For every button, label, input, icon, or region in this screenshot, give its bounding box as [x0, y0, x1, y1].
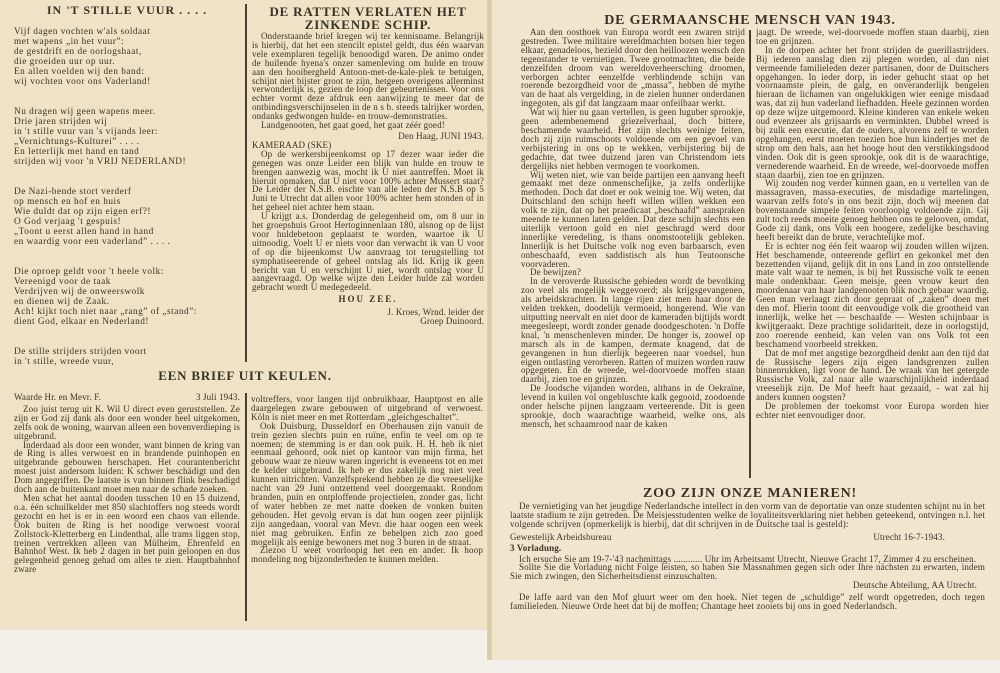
germaansche-paragraph: In de veroverde Russische gebieden wordt de bevolking zoo veel als mogelijk weggevoerd; als krijgsgevangenen, als arbeidskrachten. In lange rijen ziet men haar door de velden trekken, doodelijk vermoeid, hongerend. Wie van uitputting neervalt en niet door de kameraden bijtijds wordt meegesleept, wordt zonder genade doodgeschoten. 'n Doffe knal, 'n menschenleven minder. De honger is, zoowel op marsch als in de kampen, dermate knagend, dat de gevangenen in hun dierlijk begeeren naar voedsel, hun eigen ontlasting verorberen. Ratten of muizen worden rauw opgegeten. En de wreede, wel-doorvoede moffen staan daarbij, zien toe en grijnzen.	[521, 276, 745, 385]
keulen-paragraph: Zoo juist terug uit K. Wil U direct even geruststellen. Ze zijn er God zij dank als door een wonder heel uitgekomen, zelfs ook de woning, waarvan alleen een bovenverdieping is uitgebrand.	[14, 403, 240, 441]
manieren-article	[510, 502, 985, 647]
poem-title: IN 'T STILLE VUUR . . . .	[46, 6, 208, 17]
letter-sender: Gewestelijk Arbeidsbureau	[510, 531, 612, 542]
germaansche-paragraph: De problemen der toekomst voor Europa worden hier echter niet eenvoudiger door.	[756, 401, 989, 420]
germaansche-paragraph: Wij weten niet, wie van beide partijen een aanvang heeft gemaakt met deze onmenschelijke, ja zelfs onderlijke methoden. Doch dat doet er ook weinig toe. Wij weten, dat Duitschland den schijn heeft willen willen wekken een volk te zijn, dat op het praedicaat „beschaafd” aanspraken meende te kunnen laten gelden. Dat deze schijn slechts een uiterlijk vertoon gold en niet geschragd werd door innerlijke veredeling, is thans onomstootelijk gebleken. Innerlijk is het Duitsche volk nog even barbaarsch, even onbeschaafd, even saddistisch als hun Teutoonsche voorvaderen.	[521, 169, 745, 269]
keulen-paragraph: Ziezoo U weet voorloopig het een en ander. Ik hoop mondeling nog bijzonderheden te kunnen melden.	[251, 545, 483, 565]
poem-stanza: De stille strijders strijden voort in 't stille, wreede vuur,	[14, 346, 147, 366]
keulen-title: EEN BRIEF UIT KEULEN.	[158, 368, 332, 383]
letter-closing: HOU ZEE.	[338, 294, 398, 305]
germaansche-paragraph: De bewijzen?	[530, 267, 582, 278]
ratten-title-line2: ZINKENDE SCHIP.	[304, 17, 432, 32]
letter-paragraph: U krijgt a.s. Donderdag de gelegenheid om, om 8 uur in het groepshuis Groot Hertoginnenlaan 180, alsnog op de lijst voor huldebetoon geplaatst te worden, waartoe ik U uitnoodig. Voelt U er niets voor dan verwacht ik van U voor of op die bijeenkomst Uw aanvraag tot terugstelling tot symphatiseerende of geheel ontslag als lid. Krijg ik geen bericht van U en verschijnt U niet, wordt ontslag voor U aangevraagd. Op welke wijze den Leider hulde zal worden gebracht wordt U medegedeeld.	[252, 211, 484, 293]
germaansche-paragraph: Aan den oosthoek van Europa wordt een zwaren strijd gestreden. Twee militaire wereldmachten botsen hier tegen elkaar, genadeloos, bezield door den heilloozen wensch den tegenstander te vernietigen. Twee grootmachten, die beide denzelfden droom van wereldoverheersching droomen, verborgen achter eenzelfde verblindende schijn van roerende bezorgdheid voor de „massa”, hebben de mythe van de haat als vergelding, in de zielen hunner onderdanen ingegoten, als gif dat langzaam maar onfeilbaar werkt.	[521, 28, 745, 109]
keulen-paragraph: Inderdaad als door een wonder, want binnen de kring van de Ring is alles verwoest en in brandende puinhopen en uitgebrande gebouwen herschapen. Het courantenbericht moest juist andersom luiden: K schwer beschädigt und den Dom angegriffen. De laatste is van binnen flink beschadigd doch aan de buitenkant moet men naar de schade zoeken.	[14, 439, 240, 495]
column-rule	[245, 4, 247, 362]
poem-article	[14, 6, 240, 366]
letter-date: 3 Juli 1943.	[195, 393, 240, 402]
germaansche-paragraph: jaagt. De wreede, wel-doorvoede moffen staan daarbij, zien toe en grijnzen.	[756, 28, 989, 46]
poem-stanza: Vijf dagen vochten w'als soldaat met wapens „in het vuur”: de gestdrift en de oorlogshaat, die groeiden uur op uur. En allen voelden wij den band: wij vochten voor ons Vaderland!	[14, 26, 151, 87]
manieren-closing: De laffe aard van den Mof gluurt weer om den hoek. Niet tegen de „schuldige” zelf wordt opgetreden, doch tegen familieleden. Nieuwe Orde heet dat bij de moffen; Chantage heet zooiets bij ons in goed Nederlandsch.	[510, 592, 985, 612]
ratten-dateline: Den Haag, JUNI 1943.	[398, 130, 484, 141]
letter-place-date: Utrecht 16-7-1943.	[873, 531, 945, 542]
keulen-paragraph: voltreffers, voor langen tijd onbruikbaar, Hauptpost en alle daargelegen zware gebouwen of uitgebrand of verwoest. Köln is niet meer en met Rotterdam „gleichgeschaltet”.	[251, 395, 483, 422]
letter-heading: KAMERAAD (SKE)	[252, 139, 332, 150]
page-fold	[487, 0, 493, 660]
germaansche-title: DE GERMAANSCHE MENSCH VAN 1943.	[604, 13, 896, 28]
germaansche-paragraph: Dat de mof met angstige bezorgdheid denkt aan den tijd dat de Russische legers zijn eigen landsgrenzen zullen binnenrukken, ligt voor de hand. De wraak van het getergde Russische Volk, zal naar alle waarschijnlijkheid inderdaad vreeselijk zijn. De Mof heeft haat gezaaid, - wat zal hij anders kunnen oogsten?	[756, 347, 989, 403]
germaansche-column-2	[756, 28, 989, 480]
poem-stanza: Nu dragen wij geen wapens meer. Drie jaren strijden wij in 't stille vuur van 's vijands leer: „Vernichtungs-Kulturei” . . . . En letterlijk met hand en tand strijden wij voor 'n VRIJ NEDERLAND!	[14, 106, 187, 167]
germaansche-paragraph: Wat wij hier nu gaan vertellen, is geen luguber sprookje, geen adembenemend griezelverhaal, doch bittere, beschamende waarheid. Het zijn slechts weinige feiten, doch zij zijn ruimschoots voldoende om een gevoel van verbijstering in ons op te wekken, verbijstering bij de gedachte, dat twee duizend jaren van Christendom iets dergelijks niet hebben vermogen te voorkomen.	[521, 107, 745, 171]
germaansche-paragraph: Er is echter nog één feit waarop wij zouden willen wijzen. Het beschamende, onteerende geflirt en gekonkel met den bezettenden vijand, gelijk dit in ons Land in zoo ontstellende mate valt waar te nemen, is bij het Russische volk te eenen male ondenkbaar. Geen meisje, geen vrouw keurt den moordenaar van haar landgenooten blik noch gebaar waardig. Geen man verlaagt zich door gepraat of „zaken” doen met den mof. Hierin toont dit eenvoudige volk die grootheid van innerlijk, welke het — beschaafde — Westen schijnbaar is kwijtgeraakt. Deze prachtige solidariteit, deze in oorlogstijd, zoo roerende eenheid, kan velen van ons Volk tot een beschamend voorbeeld strekken.	[756, 240, 989, 349]
letter-body: Ich ersuche Sie am 19-7-'43 nachmittags ............ Uhr im Arbeitsamt Utrecht, Nieuwe Gracht 17, Zimmer 4 zu erscheinen.	[519, 553, 977, 564]
poem-stanza: Die oproep geldt voor 't heele volk: Vereenigd voor de taak Verdrijven wij de onweerswolk en dienen wij de Zaak. Ach! kijkt toch niet naar „rang” of „stand”: dient God, elkaar en Nederland!	[14, 266, 197, 327]
letter-salutation: Waarde Hr. en Mevr. F.	[14, 393, 102, 402]
germaansche-column-1	[521, 28, 745, 480]
keulen-column-1	[14, 393, 240, 623]
column-rule	[245, 393, 247, 621]
keulen-paragraph: Ook Duisburg, Dusseldorf en Oberhausen zijn vanuit de trein gezien slechts puin en ruïne, enfin te veel om op te noemen; de stemming is er dan ook puik. H. H. heb ik niet eenmaal gehoord, ook niet op kantoor van mijn firma, het gebouw waar ze nieuw waren ingericht is eveneens tot en met de kelder uitgebrand. Ik heb er dus zakelijk nog niet veel kunnen uitrichten. Vanzelfsprekend hebben ze die vreeselijke nacht van 29 Juni ontzettend veel doorgemaakt. Rondom branden, puin en ontploffende projectielen, zonder gas, licht of water hebben ze met natte doeken de vonken buiten gehouden. Het gevolg ervan is dat hun oogen zeer pijnlijk zijn aangedaan, vooral van Mevr. die haar oogen een week niet mag gebruiken. Enfin ze behelpen zich zoo goed mogelijk als eenige bewoners met nog 3 buren in de straat.	[251, 420, 483, 547]
ratten-intro-paragraph: Landgenooten, het gaat goed, het gaat zéér goed!	[261, 120, 445, 131]
poem-stanza: De Nazi-bende stort verderf op mensch en hof en huis Wie duldt dat op zijn eigen erf?! O God verjaag 't gespuis! „Toont u eerst allen hand in hand en waardig voor een vaderland” . . . .	[14, 186, 171, 247]
keulen-paragraph: Men schat het aantal dooden tusschen 10 en 15 duizend, o.a. één schuilkelder met 850 slachtoffers nog steeds wordt gezocht en het is er in een woord een chaos van ellende. Ook buiten de Ring is het noodige verwoest vooral Zollstock-Kletterberg en Lindenthal, alle trams liggen stop, treinen vertrekken alleen van Mülheim, Ehrenfeld en Bahnhof West. Ik heb 2 dagen in het puin geloopen en dus gelegenheid genoeg gehad om alles te zien. Hauptbahnhof zware	[14, 492, 240, 575]
manieren-intro: De vernietiging van het jeugdige Nederlandsche intellect in den vorm van de deportatie van onze studenten schijnt nu in het laatste stadium te zijn getreden. De Meisjesstudenten welke de loyaliteitsverklaring niet hebben geteekend, ontvingen n.l. het volgende schrijven (opmerkelijk is hierbij, dat dit schrijven in de Duitsche taal is gesteld):	[510, 502, 985, 529]
letter-signature: J. Kroes, Wrnd. leider der Groep Duinoord.	[387, 307, 484, 327]
germaansche-paragraph: De Joodsche vijanden worden, althans in de Oekraïne, levend in kuilen vol ongebluschte kalk gegooid, zoodoende onder helsche pijnen langzaam verteerende. Dit is geen sprookje, doch waarachtige waarheid, welke ons, als mensch, het schaamrood naar de kaken	[521, 383, 745, 429]
letter-paragraph: Op de werkersbijeenkomst op 17 dezer waar ieder die genegen was onze Leider een blijk van hulde en trouw te brengen aanwezig was, mocht ik U niet aantreffen. Moet ik hieruit opmaken, dat U niet voor 100% achter Mussert staat? De Leider der N.S.B. eischte van alle leden der N.S.B op 5 Juni te Utrecht dat allen voor 100% achter hem stonden of in het geheel niet achter hem staan.	[252, 148, 484, 213]
letter-subject: 3 Vorladung.	[510, 542, 562, 553]
keulen-column-2	[251, 395, 483, 625]
germaansche-paragraph: In de dorpen achter het front strijden de guerillastrijders. Bij iederen aanslag dien zij plegen worden, al dan niet vermeende familieleden dezer partisanen, door de Duitschers opgehangen. In ieder dorp, in ieder gehucht staat op het voornaamste plein, de galg, en onveranderlijk bengelen hieraan de lichamen van ongelukkigen wier eenige misdaad was, dat zij hun vaderland liefhadden. Heele gezinnen worden op deze wijze uitgemoord. Kleine kinderen van enkele weken oud evenzeer als grijsaards en verminkten. Dubbel wreed is bij zulk een executie, dat de ouders, alvorens zelf te worden opgehangen, eerst moeten toezien hoe hun kindertjes met de strop om den hals, aan het hooge hout den verstikkingsdood vinden. Ook dit is geen sprookje, ook dit is de waarachtige, vernederende waarheid. En de wreede, wel-doorvoede moffen staan daarbij, zien toe en grijnzen.	[756, 44, 989, 180]
manieren-title: ZOO ZIJN ONZE MANIEREN!	[642, 486, 858, 501]
letter-body: Sollte Sie die Vorladung nicht Folge leisten, so haben Sie Massnahmen gegen sich oder Ihre nächsten zu erwarten, indem Sie mich zwingen, den Sicherheitsdienst einzuschalten.	[510, 562, 985, 582]
ratten-intro-paragraph: Onderstaande brief kregen wij ter kennisname. Belangrijk is hierbij, dat het een stencilt epistel geldt, dus één waarvan vele exemplaren tegelijk benoodigd waren. De animo onder de huilende hyena's onzer samenleving om hulde en trouw aan den hooibergheld Antoon-met-de-kale-plek te betuigen, schijnt niet bijster groot te zijn, hetgeen overigens allerminst verwonderlijk is, gezien de loop der gebeurtenissen. Voor ons echter vormt deze afdruk een aanwijzing te meer dat de ontbindingsverschijnselen in de n s b. steeds talrijker worden, ondanks gedwongen hulde- en trouw-demonstraties.	[252, 31, 484, 122]
column-rule	[749, 30, 751, 478]
letter-signoff: Deutsche Abteilung, AA Utrecht.	[853, 580, 977, 591]
ratten-article	[252, 5, 484, 365]
germaansche-paragraph: Wij zouden nog verder kunnen gaan, en u vertellen van de massagraven, massa-executies, de misdadige martelingen, waarvan zelfs foto's in ons bezit zijn, doch wij meenen dat bovenstaande simpele feiten voorloopig voldoende zijn. Gij zult toch reeds moeite genoeg hebben ons te gelooven, omdat, Gode zij dank, ons Volk een hoogere, zedelijke beschaving heeft bereikt dan de brute, verachtelijke mof.	[756, 178, 989, 242]
ratten-title-line1: DE RATTEN VERLATEN HET	[269, 5, 467, 19]
